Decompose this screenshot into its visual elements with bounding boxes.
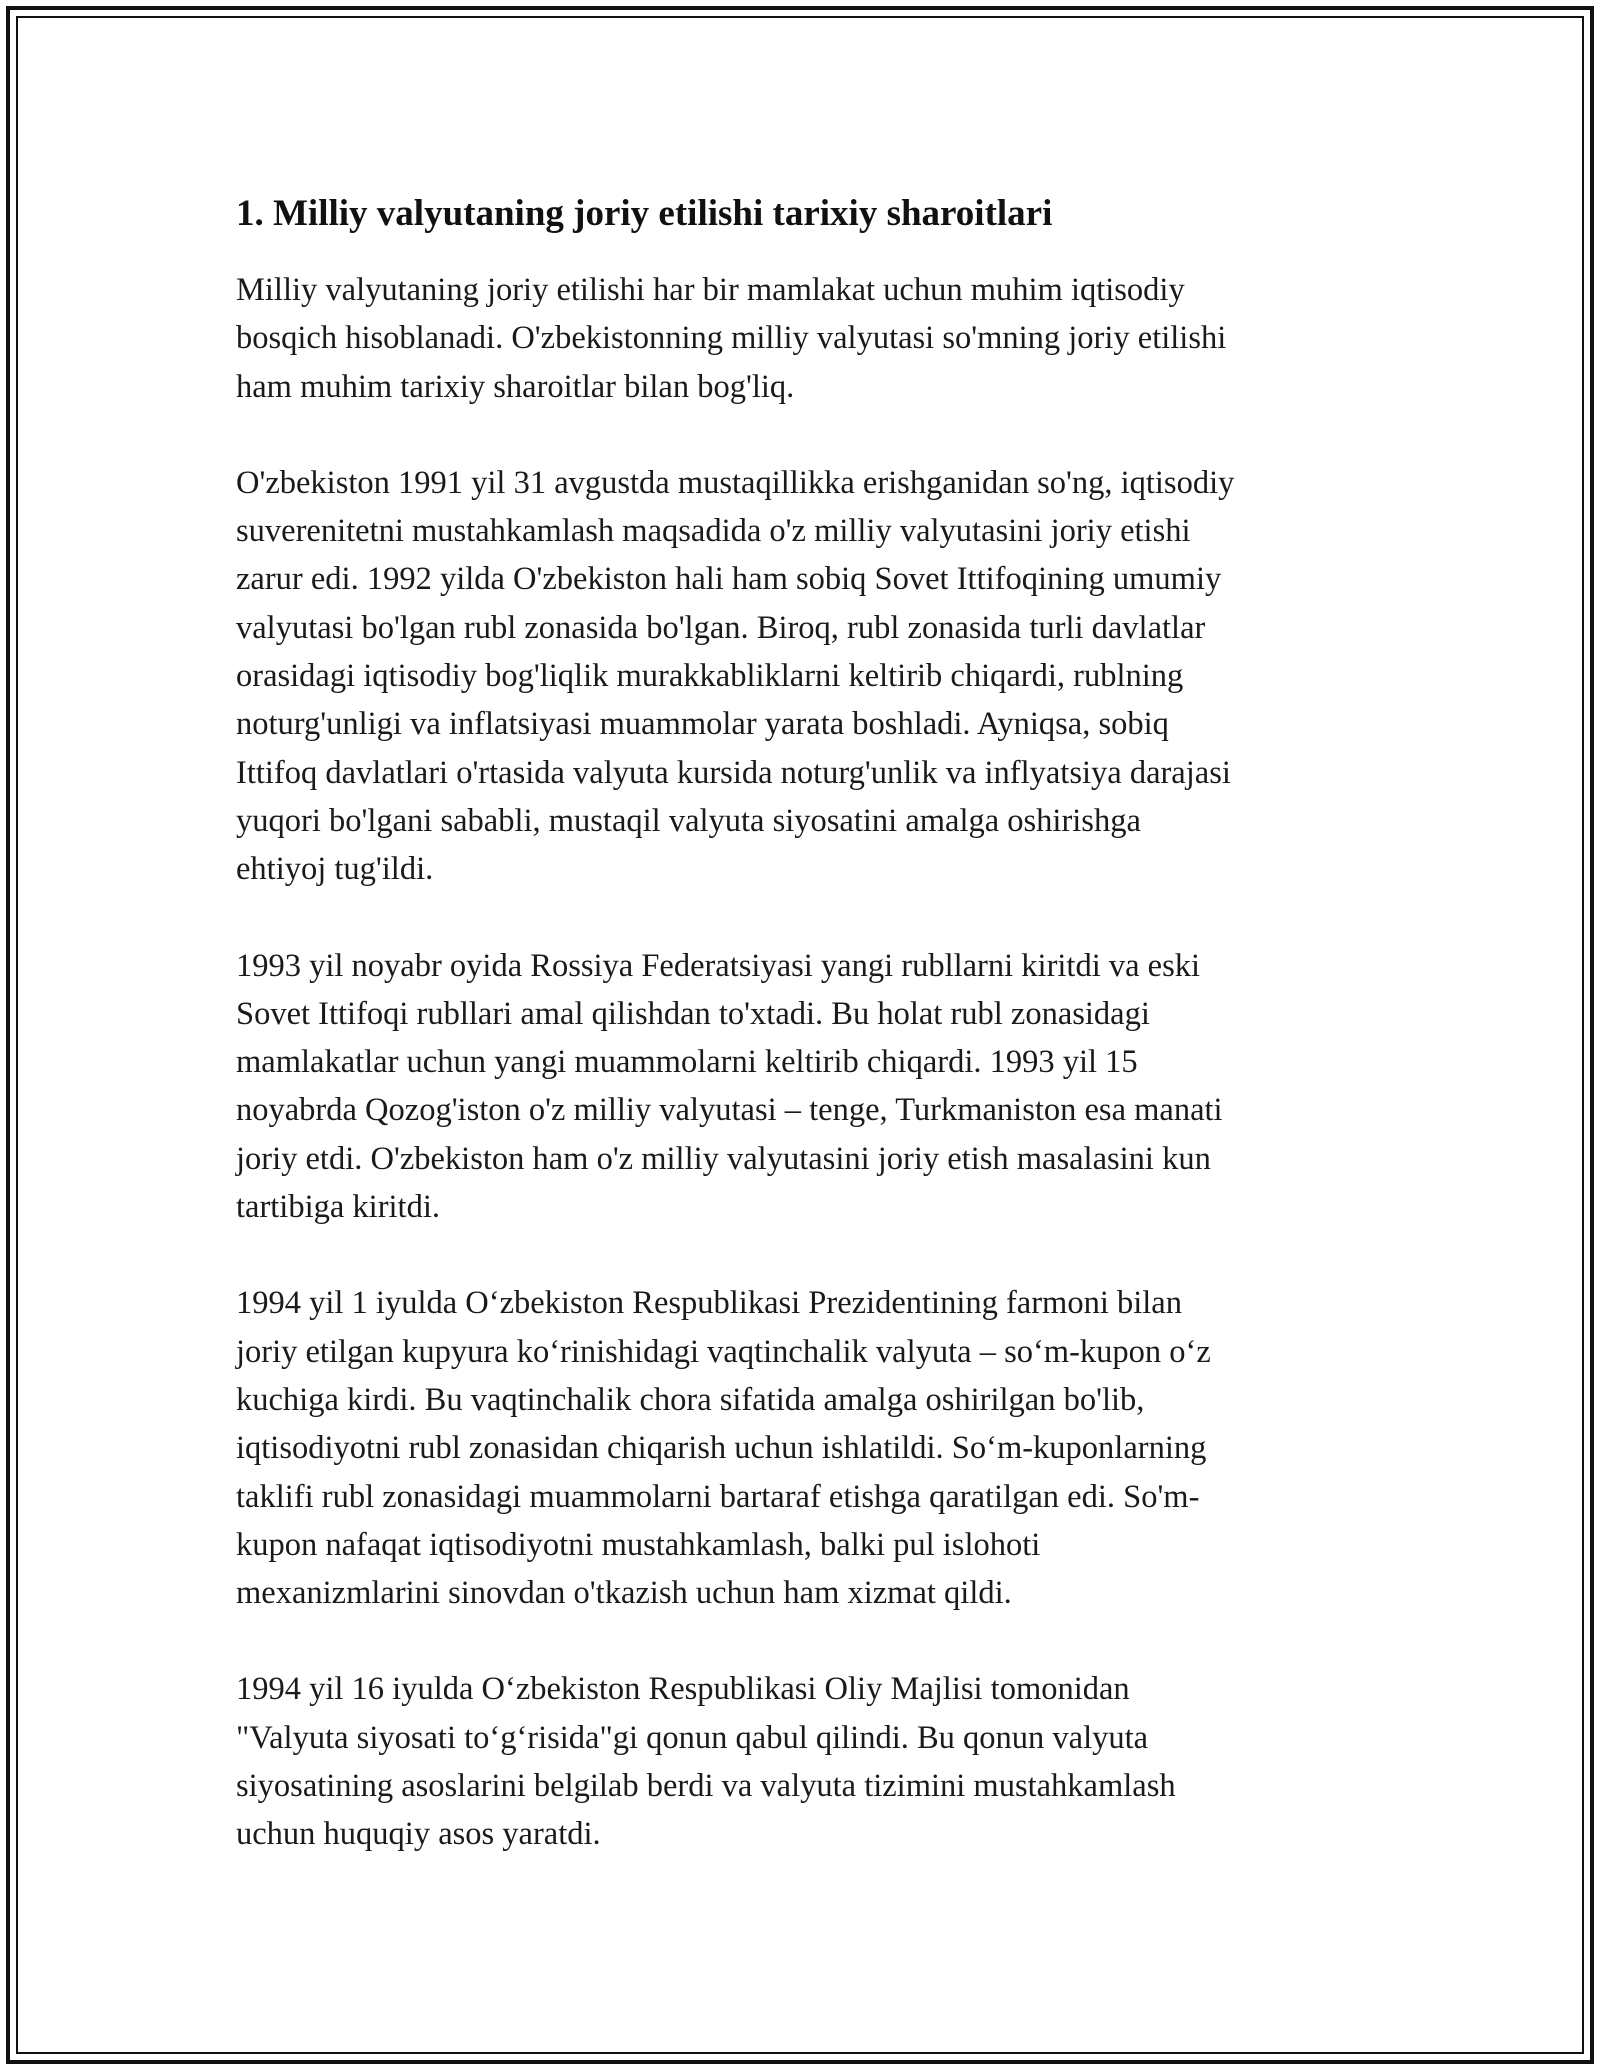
paragraph-intro: Milliy valyutaning joriy etilishi har bir mamlakat uchun muhim iqtisodiy bosqich hisoblanadi. O'zbekistonning milliy valyutasi so'mning joriy etilishi ham muhim tarixiy sharoitlar bilan bog'liq. <box>236 272 1227 405</box>
paragraph-1993: 1993 yil noyabr oyida Rossiya Federatsiyasi yangi rubllarni kiritdi va eski Sovet Ittifoqi rubllari amal qilishdan to'xtadi. Bu holat rubl zonasidagi mamlakatlar uchun yangi muammolarni keltirib chiqardi. 1993 yil 15 noyabrda Qozog'iston o'z milliy valyutasi – tenge, Turkmaniston esa manati joriy etdi. O'zbekiston ham o'z milliy valyutasini joriy etish masalasini kun tartibiga kiritdi. <box>236 947 1223 1226</box>
paragraph-som-kupon: 1994 yil 1 iyulda O‘zbekiston Respublikasi Prezidentining farmoni bilan joriy etilgan kupyura ko‘rinishidagi vaqtinchalik valyuta – so‘m-kupon o‘z kuchiga kirdi. Bu vaqtinchalik chora sifatida amalga oshirilgan bo'lib, iqtisodiyotni rubl zonasidan chiqarish uchun ishlatildi. So‘m-kuponlarning taklifi rubl zonasidagi muammolarni bartaraf etishga qaratilgan edi. So'm- kupon nafaqat iqtisodiyotni mustahkamlash, balki pul islohoti mexanizmlarini sinovdan o'tkazish uchun ham xizmat qildi. <box>236 1285 1211 1612</box>
section-heading: 1. Milliy valyutaning joriy etilishi tarixiy sharoitlari <box>236 193 1053 234</box>
paragraph-currency-law: 1994 yil 16 iyulda O‘zbekiston Respublikasi Oliy Majlisi tomonidan "Valyuta siyosati to‘g‘risida"gi qonun qabul qilindi. Bu qonun valyuta siyosatining asoslarini belgilab berdi va valyuta tizimini mustahkamlash uchun huquqiy asos yaratdi. <box>236 1671 1176 1853</box>
document-body <box>236 188 1366 1907</box>
paragraph-independence: O'zbekiston 1991 yil 31 avgustda mustaqillikka erishganidan so'ng, iqtisodiy suverenitetni mustahkamlash maqsadida o'z milliy valyutasini joriy etishi zarur edi. 1992 yilda O'zbekiston hali ham sobiq Sovet Ittifoqining umumiy valyutasi bo'lgan rubl zonasida bo'lgan. Biroq, rubl zonasida turli davlatlar orasidagi iqtisodiy bog'liqlik murakkabliklarni keltirib chiqardi, rublning noturg'unligi va inflatsiyasi muammolar yarata boshladi. Ayniqsa, sobiq Ittifoq davlatlari o'rtasida valyuta kursida noturg'unlik va inflyatsiya darajasi yuqori bo'lgani sababli, mustaqil valyuta siyosatini amalga oshirishga ehtiyoj tug'ildi. <box>236 464 1235 888</box>
